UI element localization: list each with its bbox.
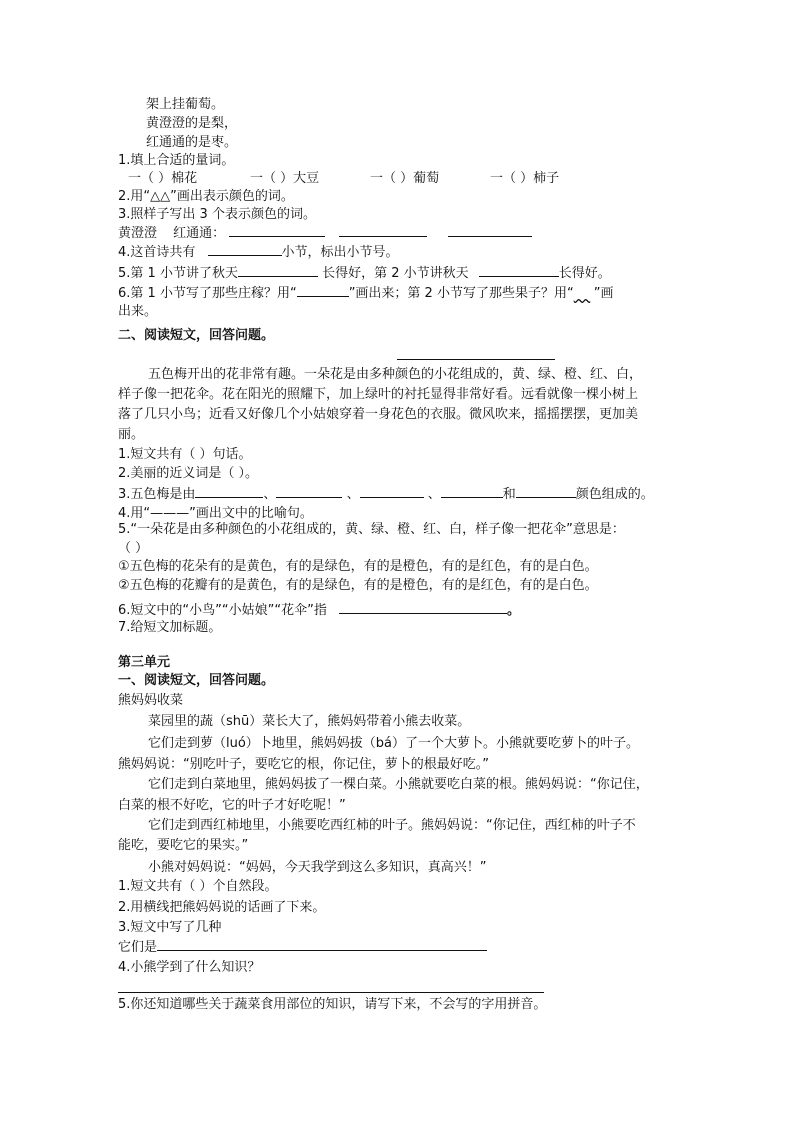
- question-text: 长得好。: [558, 266, 611, 281]
- question-text: 5.第 1 小节讲了秋天: [118, 266, 238, 281]
- poem-q6: [118, 284, 613, 303]
- section-heading: 一、阅读短文，回答问题。: [118, 673, 275, 688]
- measure-word-beans: 一（ ）大豆: [250, 171, 320, 186]
- s2-q5: 5.“一朵花是由多种颜色的小花组成的，黄、绿、橙、红、白，样子像一把花伞”意思是：: [118, 522, 625, 537]
- option-2: ②五色梅的花瓣有的是黄色，有的是绿色，有的是橙色，有的是红色，有的是白色。: [118, 578, 598, 593]
- answer-blank[interactable]: [157, 938, 487, 951]
- answer-blank[interactable]: [448, 224, 532, 237]
- story-paragraph: 它们走到萝（luó）卜地里，熊妈妈拔（bá）了一个大萝卜。小熊就要吃萝卜的叶子。: [148, 736, 640, 751]
- answer-blank[interactable]: [339, 224, 427, 237]
- poem-q5: [118, 264, 611, 283]
- s2-q2: 2.美丽的近义词是（ ）。: [118, 466, 259, 481]
- question-text: 颜色组成的。: [575, 487, 654, 502]
- answer-blank[interactable]: [238, 264, 318, 277]
- s2-q1: 1.短文共有（ ）句话。: [118, 447, 252, 462]
- question-text: ”画: [593, 286, 614, 301]
- title-blank[interactable]: [397, 359, 555, 360]
- measure-word-cotton: 一（ ）棉花: [128, 171, 198, 186]
- story-paragraph: 菜园里的蔬（shū）菜长大了，熊妈妈带着小熊去收菜。: [148, 714, 471, 729]
- u3-q2: 2.用横线把熊妈妈说的话画了下来。: [118, 900, 326, 915]
- option-1: ①五色梅的花朵有的是黄色，有的是绿色，有的是橙色，有的是红色，有的是白色。: [118, 559, 598, 574]
- question-text: 长得好，第 2 小节讲秋天: [322, 266, 469, 281]
- poem-q4: [118, 243, 399, 262]
- question-text: 3.五色梅是由: [118, 487, 196, 502]
- question-text: 4.这首诗共有: [118, 245, 196, 260]
- answer-blank[interactable]: [516, 485, 576, 498]
- passage-line: 样子像一把花伞。花在阳光的照耀下，加上绿叶的衬托显得非常好看。远看就像一棵小树上: [118, 387, 639, 402]
- story-paragraph: 它们走到白菜地里，熊妈妈拔了一棵白菜。小熊就要吃白菜的根。熊妈妈说：“你记住，: [148, 777, 649, 792]
- poem-line-3: 红通通的是枣。: [146, 135, 238, 150]
- question-text: ”画出来；第 2 小节写了那些果子？用“: [348, 286, 574, 301]
- answer-blank[interactable]: [339, 601, 507, 614]
- separator: 、: [427, 487, 441, 502]
- poem-q3: 3.照样子写出 3 个表示颜色的词。: [118, 207, 316, 222]
- answer-blank[interactable]: [360, 485, 424, 498]
- poem-line-1: 架上挂葡萄。: [146, 97, 225, 112]
- answer-blank[interactable]: [441, 485, 503, 498]
- u3-q1: 1.短文共有（ ）个自然段。: [118, 879, 278, 894]
- separator: 、: [263, 487, 277, 502]
- story-title: 熊妈妈收菜: [118, 693, 184, 708]
- wavy-line-sample: [574, 285, 594, 303]
- u3-q5: 5.你还知道哪些关于蔬菜食用部位的知识，请写下来，不会写的字用拼音。: [118, 997, 547, 1012]
- measure-word-grapes: 一（ ）葡萄: [370, 171, 440, 186]
- example-word-1: 黄澄澄: [118, 226, 158, 241]
- question-text: 小节，标出小节号。: [281, 245, 399, 260]
- passage-line: 丽。: [118, 427, 145, 442]
- unit-title: 第三单元: [118, 655, 171, 670]
- answer-line[interactable]: [118, 992, 544, 993]
- answer-blank[interactable]: [276, 485, 342, 498]
- poem-q2: 2.用“△△”画出表示颜色的词。: [118, 189, 294, 204]
- question-text: 。: [506, 603, 520, 618]
- poem-q3-example: [118, 224, 532, 243]
- question-text: 6.短文中的“小鸟”“小姑娘”“花伞”指: [118, 603, 327, 618]
- story-paragraph: 小熊对妈妈说：“妈妈，今天我学到这么多知识，真高兴！”: [148, 860, 487, 875]
- s2-q6: [118, 601, 520, 620]
- poem-line-2: 黄澄澄的是梨，: [146, 116, 238, 131]
- separator: 、: [346, 487, 360, 502]
- passage-line: 落了几只小鸟；近看又好像几个小姑娘穿着一身花色的衣服。微风吹来，摇摇摆摆，更加美: [118, 407, 639, 422]
- section-heading: 二、阅读短文，回答问题。: [118, 328, 275, 343]
- passage-line: 五色梅开出的花非常有趣。一朵花是由多种颜色的小花组成的，黄、绿、橙、红、白，: [148, 367, 643, 382]
- separator: 和: [502, 487, 516, 502]
- story-paragraph: 它们走到西红柿地里，小熊要吃西红柿的叶子。熊妈妈说：“你记住，西红柿的叶子不: [148, 818, 636, 833]
- story-paragraph-cont: 熊妈妈说：“别吃叶子，要吃它的根，你记住，萝卜的根最好吃。”: [118, 757, 489, 772]
- u3-q3-answer: [118, 938, 487, 957]
- poem-q6-cont: 出来。: [118, 304, 158, 319]
- answer-blank[interactable]: [195, 485, 263, 498]
- question-text: 它们是: [118, 940, 158, 955]
- poem-q1: 1.填上合适的量词。: [118, 153, 235, 168]
- u3-q4: 4.小熊学到了什么知识？: [118, 960, 261, 975]
- s2-q7: 7.给短文加标题。: [118, 620, 222, 635]
- measure-word-persimmon: 一（ ）柿子: [490, 171, 560, 186]
- story-paragraph-cont: 白菜的根不好吃，它的叶子才好吃呢！”: [118, 798, 346, 813]
- answer-blank[interactable]: [297, 284, 349, 297]
- story-paragraph-cont: 能吃，要吃它的果实。”: [118, 838, 249, 853]
- example-word-2: 红通通：: [173, 226, 226, 241]
- u3-q3: 3.短文中写了几种: [118, 920, 222, 935]
- s2-q4: 4.用“———”画出文中的比喻句。: [118, 506, 313, 521]
- answer-blank[interactable]: [229, 224, 325, 237]
- answer-blank[interactable]: [479, 264, 559, 277]
- s2-q3: [118, 485, 654, 504]
- question-text: 6.第 1 小节写了那些庄稼？用“: [118, 286, 297, 301]
- answer-blank[interactable]: [208, 243, 282, 256]
- s2-q5-paren: （ ）: [118, 541, 149, 556]
